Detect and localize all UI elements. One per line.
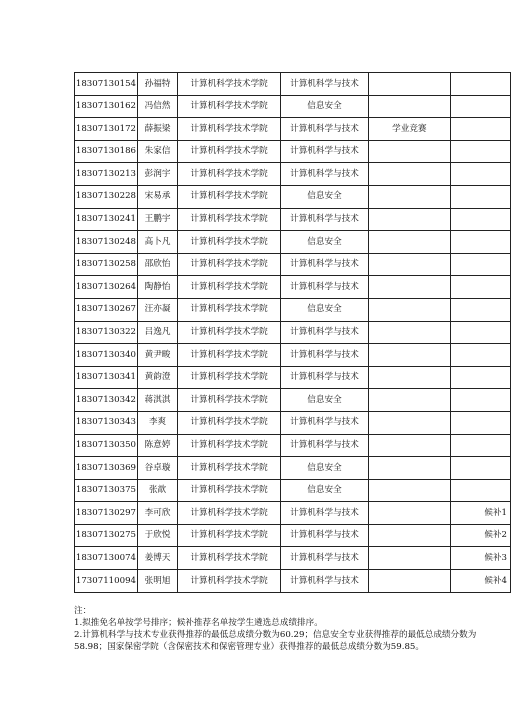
- college-cell: 计算机科学技术学院: [178, 231, 281, 254]
- student-id-cell: 17307110094: [75, 570, 138, 593]
- table-row: [75, 344, 511, 367]
- recommend-type-cell: [369, 389, 451, 412]
- recommend-type-cell: [369, 276, 451, 299]
- college-cell: 计算机科学技术学院: [178, 253, 281, 276]
- student-name-cell: 李可欣: [137, 502, 177, 525]
- note-cell: [450, 208, 510, 231]
- recommend-type-cell: [369, 344, 451, 367]
- major-cell: 计算机科学与技术: [280, 366, 368, 389]
- table-row: [75, 140, 511, 163]
- recommend-type-cell: [369, 140, 451, 163]
- major-cell: 计算机科学与技术: [280, 344, 368, 367]
- college-cell: 计算机科学技术学院: [178, 185, 281, 208]
- student-id-cell: 18307130213: [75, 163, 138, 186]
- college-cell: 计算机科学技术学院: [178, 276, 281, 299]
- college-cell: 计算机科学技术学院: [178, 547, 281, 570]
- recommend-type-cell: [369, 547, 451, 570]
- student-name-cell: 薛振梁: [137, 118, 177, 141]
- student-id-cell: 18307130258: [75, 253, 138, 276]
- note-cell: [450, 298, 510, 321]
- student-id-cell: 18307130275: [75, 524, 138, 547]
- recommend-type-cell: [369, 411, 451, 434]
- student-id-cell: 18307130172: [75, 118, 138, 141]
- major-cell: 信息安全: [280, 457, 368, 480]
- note-cell: [450, 276, 510, 299]
- note-cell: [450, 140, 510, 163]
- recommend-type-cell: [369, 185, 451, 208]
- major-cell: 计算机科学与技术: [280, 502, 368, 525]
- major-cell: 信息安全: [280, 231, 368, 254]
- student-name-cell: 李爽: [137, 411, 177, 434]
- college-cell: 计算机科学技术学院: [178, 389, 281, 412]
- note-cell: 候补2: [450, 524, 510, 547]
- recommend-type-cell: 学业竞赛: [369, 118, 451, 141]
- major-cell: 信息安全: [280, 95, 368, 118]
- table-row: [75, 570, 511, 593]
- table-row: [75, 298, 511, 321]
- table-row: [75, 163, 511, 186]
- table-row: [75, 524, 511, 547]
- student-id-cell: 18307130074: [75, 547, 138, 570]
- note-cell: [450, 163, 510, 186]
- student-id-cell: 18307130342: [75, 389, 138, 412]
- note-cell: [450, 73, 510, 96]
- major-cell: 计算机科学与技术: [280, 524, 368, 547]
- major-cell: 计算机科学与技术: [280, 163, 368, 186]
- table-row: [75, 321, 511, 344]
- student-id-cell: 18307130297: [75, 502, 138, 525]
- student-name-cell: 黄韵澄: [137, 366, 177, 389]
- major-cell: 计算机科学与技术: [280, 411, 368, 434]
- student-name-cell: 黄尹畯: [137, 344, 177, 367]
- notes-line-3: 58.98；国家保密学院（含保密技术和保密管理专业）获得推荐的最低总成绩分数为59.85。: [74, 642, 424, 652]
- college-cell: 计算机科学技术学院: [178, 163, 281, 186]
- note-cell: [450, 95, 510, 118]
- recommend-type-cell: [369, 321, 451, 344]
- college-cell: 计算机科学技术学院: [178, 479, 281, 502]
- table-row: [75, 457, 511, 480]
- college-cell: 计算机科学技术学院: [178, 321, 281, 344]
- major-cell: 计算机科学与技术: [280, 253, 368, 276]
- student-id-cell: 18307130340: [75, 344, 138, 367]
- recommend-type-cell: [369, 524, 451, 547]
- table-row: [75, 366, 511, 389]
- note-cell: 候补1: [450, 502, 510, 525]
- student-name-cell: 邵欣怡: [137, 253, 177, 276]
- student-name-cell: 张歆: [137, 479, 177, 502]
- student-name-cell: 谷卓璇: [137, 457, 177, 480]
- table-row: [75, 547, 511, 570]
- major-cell: 计算机科学与技术: [280, 276, 368, 299]
- college-cell: 计算机科学技术学院: [178, 208, 281, 231]
- college-cell: 计算机科学技术学院: [178, 570, 281, 593]
- major-cell: 计算机科学与技术: [280, 570, 368, 593]
- table-row: [75, 231, 511, 254]
- table-row: [75, 208, 511, 231]
- recommend-type-cell: [369, 73, 451, 96]
- major-cell: 信息安全: [280, 298, 368, 321]
- note-cell: [450, 185, 510, 208]
- notes-line-1: 1.拟推免名单按学号排序；候补推荐名单按学生遴选总成绩排序。: [74, 618, 323, 628]
- note-cell: [450, 479, 510, 502]
- student-name-cell: 王鹏宇: [137, 208, 177, 231]
- recommend-type-cell: [369, 457, 451, 480]
- note-cell: [450, 118, 510, 141]
- major-cell: 计算机科学与技术: [280, 547, 368, 570]
- table-row: [75, 73, 511, 96]
- note-cell: [450, 457, 510, 480]
- table-row: [75, 434, 511, 457]
- table-row: [75, 411, 511, 434]
- major-cell: 计算机科学与技术: [280, 73, 368, 96]
- recommend-type-cell: [369, 163, 451, 186]
- major-cell: 计算机科学与技术: [280, 208, 368, 231]
- table-row: [75, 185, 511, 208]
- note-cell: [450, 434, 510, 457]
- recommend-type-cell: [369, 479, 451, 502]
- notes-line-2: 2.计算机科学与技术专业获得推荐的最低总成绩分数为60.29；信息安全专业获得推荐的最低总成绩分数为: [74, 630, 477, 640]
- note-cell: [450, 321, 510, 344]
- student-name-cell: 汪亦凝: [137, 298, 177, 321]
- student-name-cell: 冯信然: [137, 95, 177, 118]
- student-id-cell: 18307130267: [75, 298, 138, 321]
- college-cell: 计算机科学技术学院: [178, 140, 281, 163]
- student-id-cell: 18307130186: [75, 140, 138, 163]
- student-id-cell: 18307130343: [75, 411, 138, 434]
- note-cell: [450, 344, 510, 367]
- college-cell: 计算机科学技术学院: [178, 524, 281, 547]
- recommendation-table: [74, 72, 511, 593]
- note-cell: [450, 389, 510, 412]
- major-cell: 信息安全: [280, 185, 368, 208]
- major-cell: 计算机科学与技术: [280, 321, 368, 344]
- student-id-cell: 18307130350: [75, 434, 138, 457]
- recommend-type-cell: [369, 570, 451, 593]
- college-cell: 计算机科学技术学院: [178, 73, 281, 96]
- student-id-cell: 18307130341: [75, 366, 138, 389]
- college-cell: 计算机科学技术学院: [178, 411, 281, 434]
- student-name-cell: 朱家信: [137, 140, 177, 163]
- major-cell: 计算机科学与技术: [280, 118, 368, 141]
- student-id-cell: 18307130241: [75, 208, 138, 231]
- table-row: [75, 118, 511, 141]
- major-cell: 信息安全: [280, 389, 368, 412]
- student-id-cell: 18307130264: [75, 276, 138, 299]
- note-cell: [450, 231, 510, 254]
- table-row: [75, 253, 511, 276]
- student-name-cell: 吕逸凡: [137, 321, 177, 344]
- student-id-cell: 18307130162: [75, 95, 138, 118]
- table-row: [75, 502, 511, 525]
- college-cell: 计算机科学技术学院: [178, 344, 281, 367]
- recommend-type-cell: [369, 231, 451, 254]
- major-cell: 计算机科学与技术: [280, 140, 368, 163]
- recommend-type-cell: [369, 366, 451, 389]
- student-name-cell: 于欣悦: [137, 524, 177, 547]
- note-cell: 候补3: [450, 547, 510, 570]
- notes-section: [74, 605, 494, 653]
- note-cell: [450, 366, 510, 389]
- recommend-type-cell: [369, 95, 451, 118]
- note-cell: [450, 253, 510, 276]
- student-id-cell: 18307130154: [75, 73, 138, 96]
- table-row: [75, 479, 511, 502]
- major-cell: 计算机科学与技术: [280, 434, 368, 457]
- student-id-cell: 18307130375: [75, 479, 138, 502]
- college-cell: 计算机科学技术学院: [178, 298, 281, 321]
- major-cell: 信息安全: [280, 479, 368, 502]
- recommend-type-cell: [369, 298, 451, 321]
- student-name-cell: 张明旭: [137, 570, 177, 593]
- student-name-cell: 陶静怡: [137, 276, 177, 299]
- student-id-cell: 18307130248: [75, 231, 138, 254]
- student-name-cell: 孙福特: [137, 73, 177, 96]
- college-cell: 计算机科学技术学院: [178, 457, 281, 480]
- college-cell: 计算机科学技术学院: [178, 95, 281, 118]
- student-id-cell: 18307130228: [75, 185, 138, 208]
- college-cell: 计算机科学技术学院: [178, 434, 281, 457]
- note-cell: [450, 411, 510, 434]
- table-body: [75, 73, 511, 593]
- notes-heading: 注：: [74, 606, 92, 616]
- student-name-cell: 宋易承: [137, 185, 177, 208]
- table-row: [75, 95, 511, 118]
- student-name-cell: 姜博天: [137, 547, 177, 570]
- student-name-cell: 蒋淇淇: [137, 389, 177, 412]
- recommend-type-cell: [369, 253, 451, 276]
- table-row: [75, 276, 511, 299]
- note-cell: 候补4: [450, 570, 510, 593]
- table-row: [75, 389, 511, 412]
- student-name-cell: 高卜凡: [137, 231, 177, 254]
- college-cell: 计算机科学技术学院: [178, 118, 281, 141]
- student-name-cell: 彭润宇: [137, 163, 177, 186]
- student-id-cell: 18307130322: [75, 321, 138, 344]
- recommend-type-cell: [369, 502, 451, 525]
- student-name-cell: 陈意婷: [137, 434, 177, 457]
- college-cell: 计算机科学技术学院: [178, 366, 281, 389]
- recommend-type-cell: [369, 434, 451, 457]
- recommend-type-cell: [369, 208, 451, 231]
- student-id-cell: 18307130369: [75, 457, 138, 480]
- college-cell: 计算机科学技术学院: [178, 502, 281, 525]
